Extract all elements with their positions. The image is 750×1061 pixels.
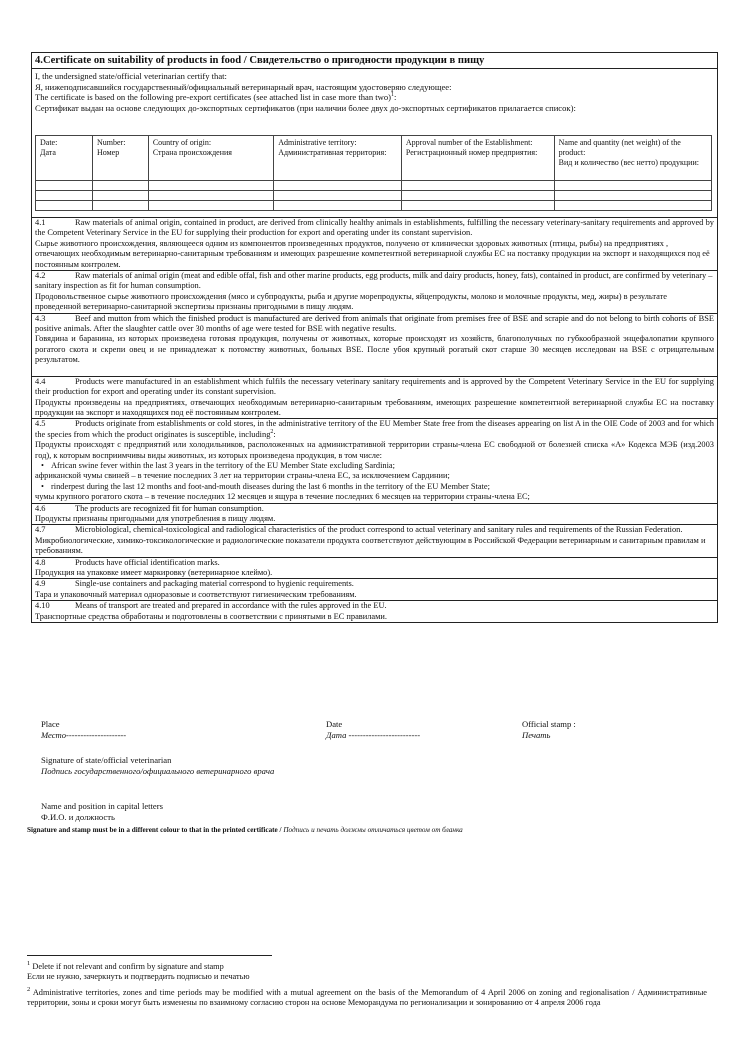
section-4-9	[32, 578, 717, 600]
certificate-frame	[31, 52, 718, 623]
colour-note: Signature and stamp must be in a different colour to that in the printed certificate / Подпись и печать должны отличаться цветом от бланка	[27, 826, 463, 834]
section-4-2	[32, 270, 717, 313]
section-4-1	[32, 217, 717, 270]
intro-line-ru: Я, нижеподписавшийся государственный/официальный ветеринарный врач, настоящим удостоверяю следующее:	[35, 81, 452, 92]
table-cell[interactable]	[148, 181, 273, 191]
section-text-en: 4.8 Products have official identification marks.	[35, 557, 220, 567]
signature-field[interactable]: Signature of state/official veterinarian Подпись государственного/официального ветеринарного врача	[41, 755, 275, 776]
table-cell[interactable]	[36, 181, 93, 191]
bullet-item: • African swine fever within the last 3 years in the territory of the EU Member State excluding Sardinia;	[41, 460, 395, 470]
origin-table-wrap	[32, 115, 717, 217]
table-cell[interactable]	[554, 181, 711, 191]
table-cell[interactable]	[401, 201, 554, 211]
intro-line-basis-en: The certificate is based on the following pre-export certificates (see attached list in case more than two)$^1$:	[35, 92, 397, 102]
footnote-2: $^2$ Administrative territories, zones and time periods may be modified with a mutual agreement on the basis of the Memorandum of 4 April 2006 on zoning and regionalisation / Административные территории, зоны и сроки могут быть изменены по взаимному согласию сторон на основе Меморандума по регионализации и зонированию от 4 апреля 2006 года	[27, 986, 707, 1008]
header-product: Name and quantity (net weight) of the product: Вид и количество (вес нетто) продукции:	[554, 136, 711, 181]
section-text-ru: Продукты произведены на предприятиях, отвечающих необходимым ветеринарно-санитарным требованиям, имеющих разрешение компетентной ветеринарной службы ЕС на поставку продукции на экспорт и находящихся под её постоянным контролем.	[35, 397, 714, 417]
section-text-en: 4.5 Products originate from establishments or cold stores, in the administrative territory of the EU Member State free from the diseases appearing on list A in the OIE Code of 2003 and for which the species from which the product originates is susceptible, including$^2$:	[35, 419, 714, 439]
header-date: Date: Дата	[36, 136, 93, 181]
table-cell[interactable]	[274, 181, 402, 191]
section-4-3	[32, 313, 717, 376]
header-country: Country of origin: Страна происхождения	[148, 136, 273, 181]
official-stamp-field[interactable]: Official stamp : Печать	[522, 719, 576, 740]
section-4-7	[32, 524, 717, 556]
header-approval: Approval number of the Establishment: Регистрационный номер предприятия:	[401, 136, 554, 181]
footnote-divider	[27, 955, 272, 956]
table-cell[interactable]	[36, 201, 93, 211]
place-field[interactable]: Place Место---------------------	[41, 719, 127, 740]
section-text-en: 4.6 The products are recognized fit for human consumption.	[35, 503, 264, 513]
section-text-ru: Сырье животного происхождения, являющееся одним из компонентов произведенных продуктов, получено от клинически здоровых животных (птицы, рыбы) на предприятиях , отвечающих необходимым ветеринарно-санитарным требованиям и имеющих разрешение компетентной ветеринарной службы ЕС на поставку продукции на экспорт и находящихся под её постоянным контролем.	[35, 238, 710, 269]
table-cell[interactable]	[148, 191, 273, 201]
date-field[interactable]: Date Дата -------------------------	[326, 719, 421, 740]
bullet-item: • rinderpest during the last 12 months and foot-and-mouth diseases during the last 6 months in the territory of the EU Member State;	[41, 481, 490, 491]
bullet-dot-icon: •	[41, 481, 44, 491]
bullet-dot-icon: •	[41, 460, 44, 470]
table-cell[interactable]	[92, 201, 148, 211]
section-text-ru: Микробиологические, химико-токсикологические и радиологические показатели продукта соответствуют действующим в Российской Федерации ветеринарным и санитарным правилам и требованиям.	[35, 535, 706, 556]
table-row	[36, 201, 712, 211]
intro-line-en: I, the undersigned state/official veterinarian certify that:	[35, 71, 227, 81]
table-cell[interactable]	[554, 201, 711, 211]
section-text-en: 4.10 Means of transport are treated and prepared in accordance with the rules approved in the EU.	[35, 601, 387, 611]
section-text-en: 4.3 Beef and mutton from which the finished product is manufactured are derived from animals that originate from premises free of BSE and scrapie and do not belong to birth cohorts of BSE positive animals. After the slaughter cattle over 30 months of age were tested for BSE with negative results.	[35, 313, 714, 334]
header-number: Number: Номер	[92, 136, 148, 181]
section-text-ru: Продовольственное сырье животного происхождения (мясо и субпродукты, рыба и другие морепродукты, яйцепродукты, молоко и молочные продукты, мед, жиры) в результате проведенной ветеринарно-санитарной экспертизы признаны пригодными в пищу людям.	[35, 291, 668, 312]
origin-table	[35, 135, 712, 211]
table-cell[interactable]	[92, 181, 148, 191]
name-position-field[interactable]: Name and position in capital letters Ф.И.О. и должность	[41, 801, 163, 822]
section-text-ru: Тара и упаковочный материал одноразовые и соответствуют гигиеническим требованиям.	[35, 589, 357, 599]
table-cell[interactable]	[401, 191, 554, 201]
table-cell[interactable]	[92, 191, 148, 201]
bullet-item-ru: африканской чумы свиней – в течение последних 3 лет на территории страны-члена ЕС, за исключением Сардинии;	[35, 471, 450, 481]
section-4-6	[32, 503, 717, 525]
section-text-en: 4.2 Raw materials of animal origin (meat and edible offal, fish and other marine products, egg products, milk and dairy products, honey, fats), contained in product, are confirmed by veterinary – sanitary inspection as fit for human consumption.	[35, 271, 713, 291]
section-4-8	[32, 557, 717, 579]
certificate-title: 4.Certificate on suitability of products in food / Свидетельство о пригодности продукции в пищу	[32, 53, 717, 69]
footnote-1: $^1$ Delete if not relevant and confirm by signature and stamp Если не нужно, зачеркнуть и подтвердить подписью и печатью	[27, 960, 250, 982]
bullet-item-ru: чумы крупного рогатого скота – в течение последних 12 месяцев и ящура в течение последних 6 месяцев на территории страны-члена ЕС;	[35, 492, 530, 502]
section-text-ru: Продукты происходят с предприятий или холодильников, расположенных на административной территории страны-члена ЕС свободной от болезней списка «А» Кодекса МЭБ (изд.2003 год), к которым восприимчивы виды животных, из которых произведена продукция, в том числе:	[35, 440, 714, 460]
section-text-en: 4.7 Microbiological, chemical-toxicological and radiological characteristics of the product correspond to actual veterinary and sanitary rules and requirements of the Russian Federation.	[35, 525, 683, 535]
table-cell[interactable]	[554, 191, 711, 201]
intro-block	[32, 69, 717, 115]
table-cell[interactable]	[148, 201, 273, 211]
table-cell[interactable]	[274, 201, 402, 211]
footnote-ref-2: 2	[270, 428, 274, 435]
table-cell[interactable]	[36, 191, 93, 201]
header-territory: Administrative territory: Административная территория:	[274, 136, 402, 181]
section-text-en: 4.4 Products were manufactured in an establishment which fulfils the necessary veterinary sanitary requirements and is approved by the Competent Veterinary Service in the EU for supplying their production for export and operating under its constant supervision.	[35, 376, 714, 397]
section-4-5	[32, 418, 717, 502]
section-text-ru: Продукты признаны пригодными для употребления в пищу людям.	[35, 513, 276, 523]
section-text-ru: Продукция на упаковке имеет маркировку (ветеринарное клеймо).	[35, 568, 273, 577]
table-cell[interactable]	[401, 181, 554, 191]
intro-line-basis-ru: Сертификат выдан на основе следующих до-экспортных сертификатов (при наличии более двух до-экспортных сертификатов прилагается список):	[35, 102, 576, 113]
section-4-4	[32, 376, 717, 419]
table-row	[36, 181, 712, 191]
section-text-en: 4.1 Raw materials of animal origin, contained in product, are derived from clinically healthy animals in establishments, fulfilling the necessary veterinary-sanitary requirements and approved by the Competent Veterinary Service in the EU for supplying their production for export and operating under its constant supervision.	[35, 218, 714, 238]
section-text-ru: Транспортные средства обработаны и подготовлены в соответствии с принятыми в ЕС правилами.	[35, 611, 388, 621]
section-text-ru: Говядина и баранина, из которых произведена готовая продукция, получены от животных, которые происходят из хозяйств, благополучных по губкообразной энцефалопатии крупного рогатого скота и скрепи овец и не принадлежат к потомству животных, больных BSE. После убоя крупный рогатый скот старше 30 месяцев исследован на BSE с отрицательным результатом.	[35, 334, 714, 365]
table-row	[36, 191, 712, 201]
table-cell[interactable]	[274, 191, 402, 201]
section-text-en: 4.9 Single-use containers and packaging material correspond to hygienic requirements.	[35, 579, 354, 589]
origin-table-header	[36, 136, 712, 181]
section-4-10	[32, 600, 717, 622]
footnote-ref-1: 1	[391, 92, 395, 99]
